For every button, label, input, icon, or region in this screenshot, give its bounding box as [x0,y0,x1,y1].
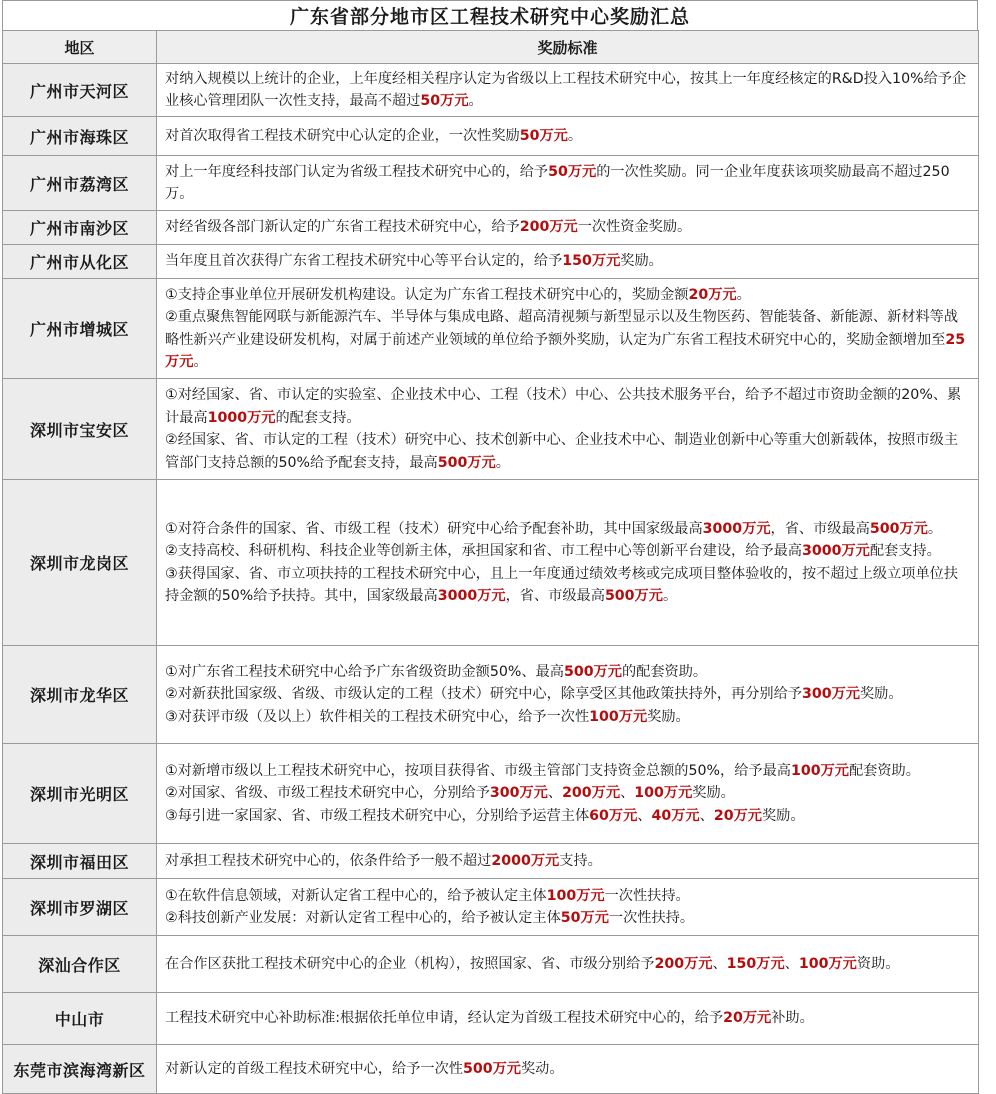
reward-amount: 50万元 [519,127,568,144]
standard-paragraph [165,284,972,307]
standard-text: ②经国家、省、市认定的工程（技术）研究中心、技术创新中心、企业技术中心、制造业创新中心等重大创新载体，按照市级主管部门支持总额的50%给予配套支持，最高 [165,432,959,471]
standard-text: 、 [712,955,727,972]
reward-amount: 3000万元 [437,588,506,604]
standard-column-header: 奖励标准 [157,31,979,64]
reward-amount: 3000万元 [702,520,771,537]
reward-amount: 2000万元 [491,852,560,869]
page-title: 广东省部分地市区工程技术研究中心奖励汇总 [2,0,978,31]
standard-text: ①对符合条件的国家、省、市级工程（技术）研究中心给予配套补助，其中国家级最高 [165,520,703,537]
region-cell: 深圳市宝安区 [3,379,157,480]
standard-cell [157,156,979,211]
standard-paragraph [165,563,972,608]
standard-text: 当年度且首次获得广东省工程技术研究中心等平台认定的，给予 [165,253,563,270]
table-row [3,646,979,744]
standard-text: 资助。 [856,955,900,972]
standard-text: ②科技创新产业发展：对新认定省工程中心的，给予被认定主体 [165,910,561,926]
region-column-header: 地区 [3,31,157,64]
reward-amount: 100万元 [634,785,693,802]
standard-text: 。 [567,127,583,144]
region-cell: 深圳市光明区 [3,744,157,844]
region-cell: 广州市从化区 [3,245,157,279]
standard-text: 奖励。 [692,785,735,802]
standard-text: 奖动。 [520,1060,564,1077]
reward-amount: 50万元 [420,93,469,109]
standard-text: 配套支持。 [869,543,941,559]
region-cell: 深汕合作区 [3,936,157,993]
standard-text: ②重点聚焦智能网联与新能源汽车、半导体与集成电路、超高清视频与新型显示以及生物医药、智能装备、新能源、新材料等战略性新兴产业建设研发机构，对属于前述产业领域的单位给予额外奖励，认定为广东省工程技术研究中心的，奖励金额增加至 [165,309,959,348]
reward-amount: 40万元 [651,807,700,824]
reward-amount: 300万元 [489,785,548,802]
standard-text: ②支持高校、科研机构、科技企业等创新主体，承担国家和省、市工程中心等创新平台建设，给予最高 [165,543,802,559]
standard-paragraph [165,782,972,805]
standard-cell [157,744,979,844]
standard-paragraph [165,760,972,783]
standard-cell [157,844,979,879]
table-row [3,480,979,646]
reward-amount: 150万元 [726,955,785,972]
region-cell: 中山市 [3,993,157,1045]
standard-cell [157,879,979,936]
standard-text: 的配套资助。 [621,663,708,680]
standard-text: 奖励。 [647,708,690,725]
region-cell: 广州市增城区 [3,279,157,379]
standard-cell [157,993,979,1045]
standard-text: 、 [784,955,799,972]
region-cell: 东莞市滨海湾新区 [3,1045,157,1094]
standard-text: ③每引进一家国家、省、市级工程技术研究中心，分别给予运营主体 [165,807,590,824]
standard-cell [157,480,979,646]
table-row [3,379,979,480]
region-cell: 深圳市龙岗区 [3,480,157,646]
standard-text: 。 [468,93,483,109]
standard-paragraph [165,161,972,206]
region-cell: 深圳市龙华区 [3,646,157,744]
standard-cell [157,211,979,245]
reward-table [2,30,979,1094]
region-cell: 广州市海珠区 [3,117,157,156]
standard-paragraph [165,68,972,113]
table-row [3,993,979,1045]
reward-amount: 20万元 [713,807,762,824]
standard-text: 对首次取得省工程技术研究中心认定的企业，一次性奖励 [165,127,520,144]
table-row [3,245,979,279]
table-row [3,879,979,936]
reward-amount: 200万元 [562,785,621,802]
standard-text: 奖励。 [761,807,805,824]
standard-text: ①对广东省工程技术研究中心给予广东省级资助金额50%、最高 [165,663,564,680]
standard-text: ①在软件信息领域，对新认定省工程中心的，给予被认定主体 [165,887,547,904]
standard-cell [157,936,979,993]
standard-text: ②对国家、省级、市级工程技术研究中心，分别给予 [165,785,490,802]
standard-text: 奖励。 [620,253,663,270]
standard-text: ②对新获批国家级、省级、市级认定的工程（技术）研究中心，除享受区其他政策扶持外，再分别给予 [165,686,802,703]
standard-paragraph [165,518,972,541]
standard-text: 对上一年度经科技部门认定为省级工程技术研究中心的，给予 [165,163,549,180]
standard-text: 的一次性奖励。同一企业年度获该项奖励最高不超过250万。 [165,163,950,202]
standard-text: ，省、市级最高 [770,520,870,537]
standard-text: 补助。 [771,1010,814,1027]
table-row [3,936,979,993]
reward-amount: 100万元 [546,887,605,904]
standard-paragraph [165,125,972,148]
standard-cell [157,379,979,480]
standard-paragraph [165,384,972,429]
reward-amount: 150万元 [562,253,621,270]
reward-amount: 1000万元 [207,409,276,426]
standard-text: 。 [927,520,943,537]
region-cell: 深圳市福田区 [3,844,157,879]
table-header-row [3,31,979,64]
standard-cell [157,245,979,279]
table-row [3,64,979,117]
standard-cell [157,646,979,744]
standard-paragraph [165,683,972,706]
standard-text: ，省、市级最高 [505,588,605,604]
standard-text: 一次性扶持。 [604,887,690,904]
reward-amount: 100万元 [798,955,857,972]
region-cell: 广州市南沙区 [3,211,157,245]
reward-amount: 50万元 [560,910,609,926]
standard-paragraph [165,1007,972,1030]
region-cell: 广州市荔湾区 [3,156,157,211]
standard-paragraph [165,850,972,873]
reward-amount: 50万元 [548,163,597,180]
reward-amount: 100万元 [589,708,648,725]
table-row [3,1045,979,1094]
standard-text: 在合作区获批工程技术研究中心的企业（机构），按照国家、省、市级分别给予 [165,955,655,972]
standard-cell [157,279,979,379]
standard-text: 支持。 [559,852,602,869]
standard-paragraph [165,306,972,374]
standard-text: 对承担工程技术研究中心的，依条件给予一般不超过 [165,852,492,869]
standard-paragraph [165,540,972,563]
standard-text: 奖励。 [859,686,903,703]
standard-text: 配套资助。 [848,762,920,779]
standard-text: 、 [620,785,635,802]
standard-text: 。 [736,286,751,303]
standard-paragraph [165,216,972,239]
reward-amount: 500万元 [563,663,622,680]
reward-amount: 20万元 [688,286,737,303]
standard-paragraph [165,250,972,273]
standard-paragraph [165,953,972,976]
standard-text: 工程技术研究中心补助标准:根据依托单位申请，经认定为首级工程技术研究中心的，给予 [165,1010,724,1027]
table-row [3,117,979,156]
reward-amount: 20万元 [723,1010,772,1027]
table-row [3,279,979,379]
standard-text: ①对新增市级以上工程技术研究中心，按项目获得省、市级主管部门支持资金总额的50%，给予最高 [165,762,791,779]
reward-amount: 100万元 [790,762,849,779]
standard-text: 对纳入规模以上统计的企业，上年度经相关程序认定为省级以上工程技术研究中心，按其上一年度经核定的R&D投入10%给予企业核心管理团队一次性支持，最高不超过 [165,70,967,109]
reward-amount: 200万元 [654,955,713,972]
standard-paragraph [165,706,972,729]
table-row [3,844,979,879]
standard-paragraph [165,1058,972,1081]
standard-cell [157,1045,979,1094]
reward-amount: 500万元 [869,520,928,537]
standard-cell [157,64,979,117]
standard-text: 、 [547,785,563,802]
reward-amount: 60万元 [589,807,638,824]
standard-text: ①支持企事业单位开展研发机构建设。认定为广东省工程技术研究中心的，奖励金额 [165,286,689,303]
reward-amount: 200万元 [519,219,578,236]
standard-text: 、 [699,807,714,824]
standard-text: 。 [662,588,678,604]
standard-text: 。 [495,454,510,471]
standard-text: 的配套支持。 [275,409,361,426]
standard-text: ③获得国家、省、市立项扶持的工程技术研究中心，且上一年度通过绩效考核或完成项目整体验收的，按不超过上级立项单位扶持金额的50%给予扶持。其中，国家级最高 [165,565,959,604]
standard-paragraph [165,661,972,684]
standard-cell [157,117,979,156]
region-cell: 深圳市罗湖区 [3,879,157,936]
reward-amount: 500万元 [437,454,496,471]
standard-text: 一次性资金奖励。 [577,219,692,236]
table-row [3,156,979,211]
reward-amount: 3000万元 [801,543,870,559]
reward-amount: 500万元 [604,588,663,604]
reward-amount: 300万元 [801,686,860,703]
table-row [3,211,979,245]
table-row [3,744,979,844]
standard-paragraph [165,907,972,930]
region-cell: 广州市天河区 [3,64,157,117]
standard-text: ①对经国家、省、市认定的实验室、企业技术中心、工程（技术）中心、公共技术服务平台，给予不超过市资助金额的20%、累计最高 [165,387,962,426]
reward-amount: 500万元 [462,1060,521,1077]
standard-paragraph [165,429,972,474]
standard-text: 一次性扶持。 [608,910,695,926]
reward-amount: 25万元 [165,331,966,370]
standard-text: 、 [637,807,652,824]
standard-text: 。 [193,354,208,370]
standard-text: 对经省级各部门新认定的广东省工程技术研究中心，给予 [165,219,520,236]
standard-paragraph [165,805,972,828]
standard-text: ③对获评市级（及以上）软件相关的工程技术研究中心，给予一次性 [165,708,590,725]
table-body [3,64,979,1094]
standard-paragraph [165,885,972,908]
standard-text: 对新认定的首级工程技术研究中心，给予一次性 [165,1060,463,1077]
